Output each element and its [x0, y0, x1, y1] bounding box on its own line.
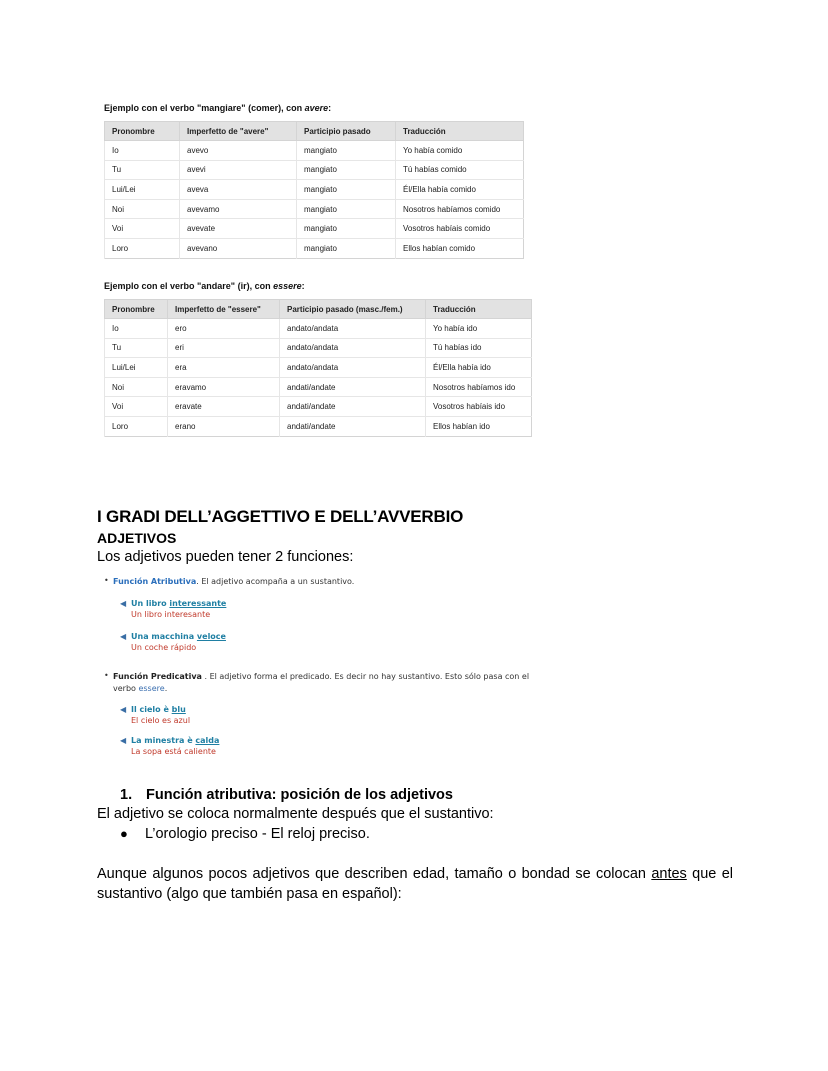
speaker-icon[interactable]: ◀ [120, 736, 127, 745]
table-cell: mangiato [297, 238, 396, 258]
table-cell: mangiato [297, 180, 396, 200]
example-item: ◀ Il cielo è blu El cielo es azul [120, 705, 191, 725]
table-cell: andati/andate [280, 377, 426, 397]
table-header-cell: Traducción [426, 300, 532, 319]
translation: La sopa está caliente [131, 747, 216, 756]
subsection-number: 1. [120, 787, 133, 803]
table-cell: Io [105, 319, 168, 339]
table-row [105, 358, 532, 378]
table-cell: era [168, 358, 280, 378]
adjective-link[interactable]: interessante [169, 599, 227, 608]
bullet-icon: • [104, 671, 109, 680]
subsection-heading [120, 787, 453, 803]
table-header-row [105, 122, 524, 141]
table-cell: eri [168, 338, 280, 358]
table-cell: Ellos habían ido [426, 416, 532, 436]
adjective-link[interactable]: veloce [196, 632, 226, 641]
essere-link[interactable]: essere [138, 684, 165, 693]
table-header-cell: Imperfetto de "avere" [180, 122, 297, 141]
table-row [105, 141, 524, 161]
table-header-cell: Participio pasado [297, 122, 396, 141]
table-row [105, 319, 532, 339]
example-item: ◀ La minestra è calda La sopa está caliente [120, 736, 220, 756]
table-cell: Noi [105, 199, 180, 219]
table-cell: erano [168, 416, 280, 436]
table-cell: Voi [105, 219, 180, 239]
table1-caption: Ejemplo con el verbo "mangiare" (comer), con avere: [104, 103, 332, 113]
adjective-link[interactable]: blu [171, 705, 186, 714]
table-cell: Lui/Lei [105, 358, 168, 378]
table-row [105, 238, 524, 258]
example-item: ◀ Un libro interessante Un libro interesante [120, 599, 227, 619]
table-cell: avevate [180, 219, 297, 239]
table-cell: Nosotros habíamos ido [426, 377, 532, 397]
table-row [105, 377, 532, 397]
conjugation-table-avere [104, 121, 524, 259]
table-cell: Yo había ido [426, 319, 532, 339]
table-cell: Loro [105, 416, 168, 436]
table-cell: Tu [105, 160, 180, 180]
table-cell: avevi [180, 160, 297, 180]
table-cell: andato/andata [280, 358, 426, 378]
table-header-row [105, 300, 532, 319]
table-cell: avevamo [180, 199, 297, 219]
table-cell: Voi [105, 397, 168, 417]
table-cell: Tu [105, 338, 168, 358]
table-cell: Ellos habían comido [396, 238, 524, 258]
table-row [105, 199, 524, 219]
translation: Un coche rápido [131, 643, 197, 652]
attributive-label: Función Atributiva [113, 577, 197, 586]
section-title: I GRADI DELL’AGGETTIVO E DELL’AVVERBIO [97, 507, 464, 526]
bullet-text: L’orologio preciso - El reloj preciso. [145, 826, 370, 842]
table-cell: Tú habías ido [426, 338, 532, 358]
bullet-item [120, 826, 370, 842]
table-cell: Noi [105, 377, 168, 397]
table-cell: eravate [168, 397, 280, 417]
table-cell: Vosotros habíais ido [426, 397, 532, 417]
table2-caption: Ejemplo con el verbo "andare" (ir), con essere: [104, 281, 305, 291]
table-row [105, 338, 532, 358]
table-cell: Él/Ella había comido [396, 180, 524, 200]
table-header-cell: Pronombre [105, 300, 168, 319]
table-row [105, 219, 524, 239]
predicative-label: Función Predicativa [113, 672, 202, 681]
intro-text: Los adjetivos pueden tener 2 funciones: [97, 549, 354, 565]
table-cell: mangiato [297, 199, 396, 219]
section-subtitle: ADJETIVOS [97, 530, 177, 546]
table-cell: eravamo [168, 377, 280, 397]
table-cell: mangiato [297, 219, 396, 239]
table-cell: avevano [180, 238, 297, 258]
table-cell: ero [168, 319, 280, 339]
table-header-cell: Imperfetto de "essere" [168, 300, 280, 319]
subsection-title: Función atributiva: posición de los adjetivos [146, 787, 453, 803]
speaker-icon[interactable]: ◀ [120, 705, 127, 714]
example-item: ◀ Una macchina veloce Un coche rápido [120, 632, 226, 652]
underlined-word: antes [651, 866, 687, 882]
table-header-cell: Participio pasado (masc./fem.) [280, 300, 426, 319]
table-row [105, 180, 524, 200]
table-cell: mangiato [297, 141, 396, 161]
table-cell: Vosotros habíais comido [396, 219, 524, 239]
table-cell: mangiato [297, 160, 396, 180]
conjugation-table-essere [104, 299, 532, 437]
adjective-link[interactable]: calda [195, 736, 220, 745]
paragraph: Aunque algunos pocos adjetivos que describen edad, tamaño o bondad se colocan antes que el sustantivo (algo que también pasa en español): [97, 866, 733, 902]
paragraph: El adjetivo se coloca normalmente después que el sustantivo: [97, 806, 494, 822]
predicative-text: . El adjetivo forma el predicado. Es decir no hay sustantivo. Esto sólo pasa con el [201, 672, 530, 681]
translation: El cielo es azul [131, 716, 191, 725]
table-cell: Loro [105, 238, 180, 258]
table-cell: Nosotros habíamos comido [396, 199, 524, 219]
table-cell: andato/andata [280, 319, 426, 339]
table-cell: Él/Ella había ido [426, 358, 532, 378]
table-cell: avevo [180, 141, 297, 161]
speaker-icon[interactable]: ◀ [120, 599, 127, 608]
table-header-cell: Traducción [396, 122, 524, 141]
table-row [105, 416, 532, 436]
table-header-cell: Pronombre [105, 122, 180, 141]
attributive-text: . El adjetivo acompaña a un sustantivo. [196, 577, 355, 586]
table-cell: Yo había comido [396, 141, 524, 161]
table-cell: Tú habías comido [396, 160, 524, 180]
table-cell: Io [105, 141, 180, 161]
bullet-icon: ● [120, 826, 128, 841]
speaker-icon[interactable]: ◀ [120, 632, 127, 641]
table-cell: andati/andate [280, 416, 426, 436]
translation: Un libro interesante [131, 610, 211, 619]
bullet-icon: • [104, 576, 109, 585]
table-row [105, 160, 524, 180]
table-cell: Lui/Lei [105, 180, 180, 200]
table-cell: aveva [180, 180, 297, 200]
table-cell: andati/andate [280, 397, 426, 417]
table-row [105, 397, 532, 417]
table-cell: andato/andata [280, 338, 426, 358]
